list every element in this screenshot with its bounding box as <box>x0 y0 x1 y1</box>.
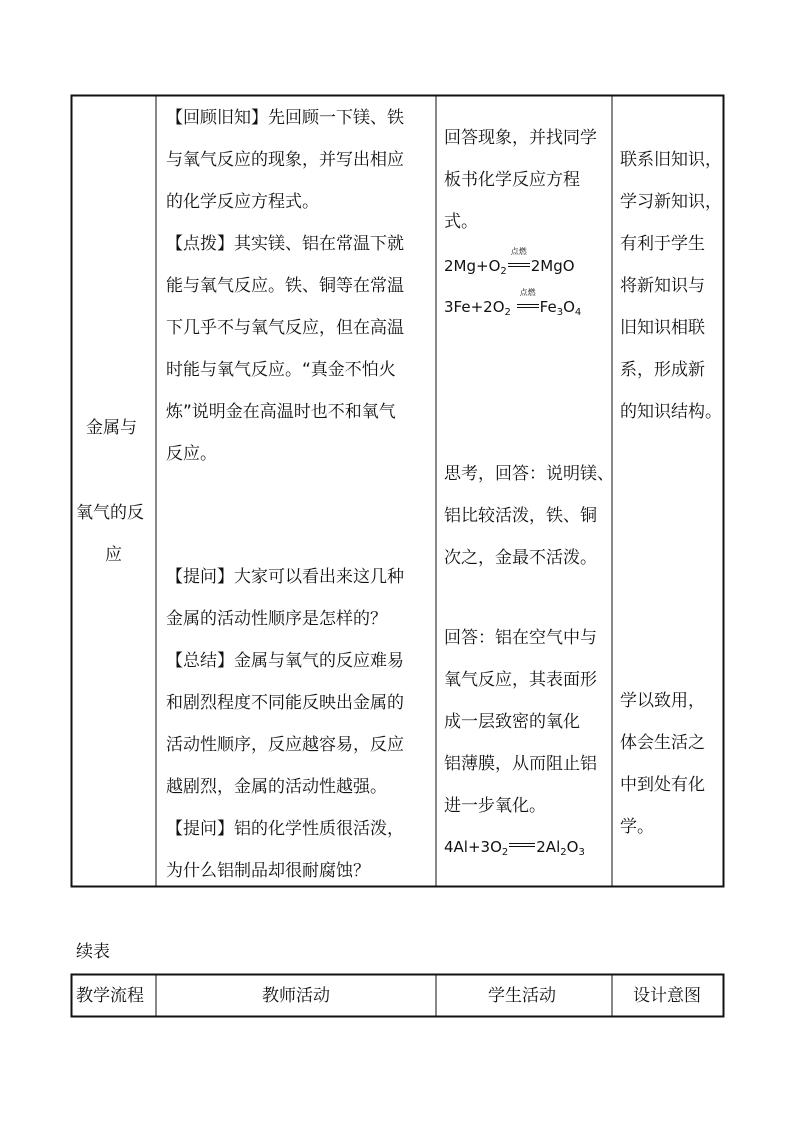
teacher-line: 为什么铝制品却很耐腐蚀？ <box>166 861 370 881</box>
intent-line: 学。 <box>620 817 654 837</box>
intent-line: 旧知识相联 <box>620 318 705 338</box>
continued-label: 续表 <box>76 942 110 962</box>
section-title-line-2: 氧气的反 <box>76 503 144 523</box>
student-line: 铝薄膜，从而阻止铝 <box>444 754 597 774</box>
intent-line: 将新知识与 <box>620 276 705 296</box>
header-cell-student: 学生活动 <box>488 986 556 1006</box>
teacher-line: 能与氧气反应。铁、铜等在常温 <box>166 276 404 296</box>
reaction-condition: 点燃 <box>507 257 531 275</box>
teacher-line: 【提问】大家可以看出来这几种 <box>166 567 404 587</box>
intent-line: 系，形成新 <box>620 360 705 380</box>
teacher-line: 【点拨】其实镁、铝在常温下就 <box>166 234 404 254</box>
teacher-line: 活动性顺序，反应越容易，反应 <box>166 735 404 755</box>
intent-line: 中到处有化 <box>620 775 705 795</box>
student-line: 板书化学反应方程 <box>444 170 580 190</box>
student-line: 次之，金最不活泼。 <box>444 548 597 568</box>
intent-line: 学以致用， <box>620 691 705 711</box>
teacher-line: 【总结】金属与氧气的反应难易 <box>166 651 404 671</box>
teacher-line: 和剧烈程度不同能反映出金属的 <box>166 693 404 713</box>
student-line: 铝比较活泼，铁、铜 <box>444 506 597 526</box>
equation-mg: $2Mg+O_2$ 点燃 2MgO <box>444 247 575 277</box>
teacher-line: 越剧烈，金属的活动性越强。 <box>166 777 387 797</box>
teacher-line: 金属的活动性顺序是怎样的？ <box>166 609 387 629</box>
section-title-line-3: 应 <box>105 545 122 565</box>
student-line: 回答现象，并找同学 <box>444 128 597 148</box>
teacher-line: 与氧气反应的现象，并写出相应 <box>166 150 404 170</box>
student-line: 氧气反应，其表面形 <box>444 670 597 690</box>
header-cell-process: 教学流程 <box>76 986 144 1006</box>
teacher-line: 下几乎不与氧气反应，但在高温 <box>166 318 404 338</box>
intent-line: 学习新知识， <box>620 192 722 212</box>
equation-al: $4Al+3O_2$ $2Al_2O_3$ <box>444 838 585 858</box>
teacher-line: 的化学反应方程式。 <box>166 192 319 212</box>
intent-line: 体会生活之 <box>620 733 705 753</box>
teacher-line: 炼”说明金在高温时也不和氧气 <box>166 402 396 422</box>
student-line: 成一层致密的氧化 <box>444 712 580 732</box>
student-line: 式。 <box>444 212 478 232</box>
intent-line: 的知识结构。 <box>620 402 722 422</box>
header-table-border <box>72 975 724 1017</box>
equation-fe: $3Fe+2O_2$ 点燃 $Fe_3O_4$ <box>444 288 582 318</box>
section-title-line-1: 金属与 <box>86 418 137 438</box>
intent-line: 联系旧知识， <box>620 150 722 170</box>
student-line: 进一步氧化。 <box>444 796 546 816</box>
student-line: 回答：铝在空气中与 <box>444 628 597 648</box>
main-table-border <box>72 96 724 887</box>
header-cell-intent: 设计意图 <box>633 986 701 1006</box>
teacher-line: 时能与氧气反应。“真金不怕火 <box>166 360 396 380</box>
reaction-condition: 点燃 <box>516 298 540 316</box>
intent-line: 有利于学生 <box>620 234 705 254</box>
teacher-line: 反应。 <box>166 444 217 464</box>
header-cell-teacher: 教师活动 <box>262 986 330 1006</box>
teacher-line: 【提问】铝的化学性质很活泼， <box>166 819 404 839</box>
student-line: 思考，回答：说明镁、 <box>444 464 614 484</box>
teacher-line: 【回顾旧知】先回顾一下镁、铁 <box>166 108 404 128</box>
